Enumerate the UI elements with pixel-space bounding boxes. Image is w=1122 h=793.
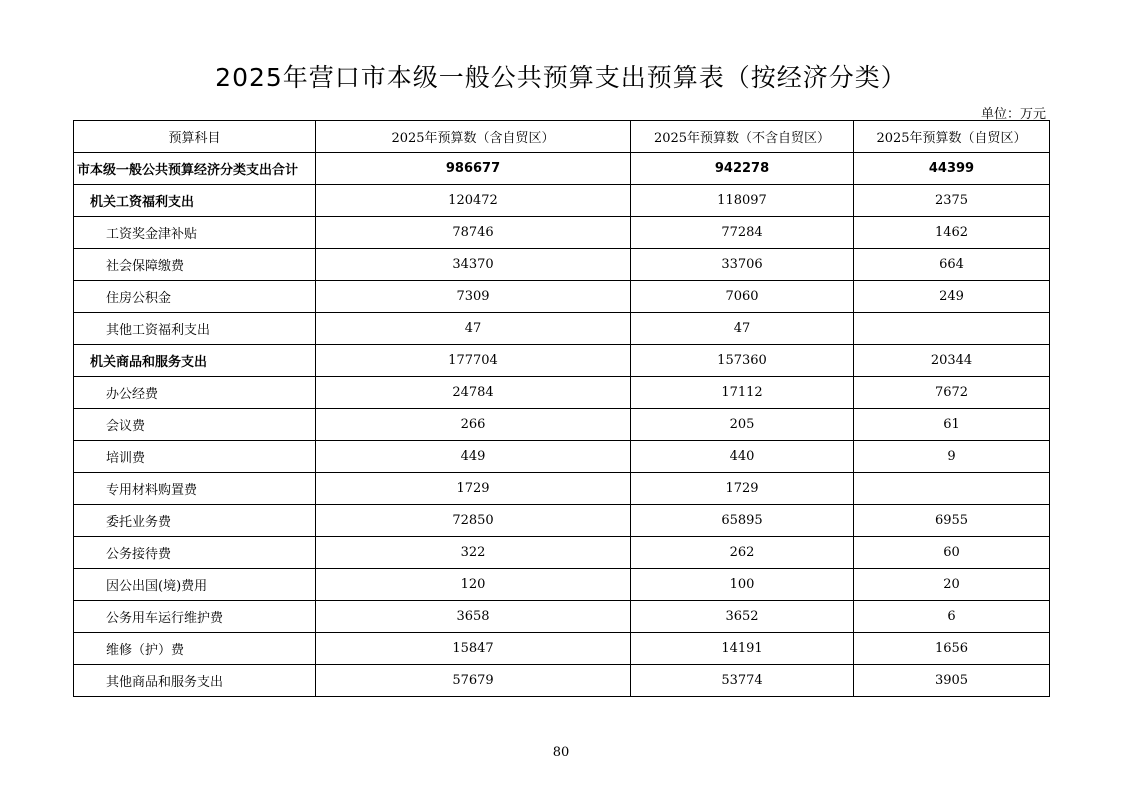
row-name: 其他工资福利支出 [74, 313, 316, 345]
row-name: 因公出国(境)费用 [74, 569, 316, 601]
table-row [74, 185, 1050, 217]
table-row [74, 633, 1050, 665]
table-row [74, 537, 1050, 569]
table-row [74, 665, 1050, 697]
table-row [74, 409, 1050, 441]
cell-total-excl-ftz: 47 [631, 313, 854, 345]
cell-total-incl-ftz: 266 [316, 409, 631, 441]
header-total-incl-ftz: 2025年预算数（含自贸区） [316, 121, 631, 153]
row-name: 机关工资福利支出 [74, 185, 316, 217]
table-row [74, 441, 1050, 473]
cell-total-incl-ftz: 78746 [316, 217, 631, 249]
cell-total-excl-ftz: 157360 [631, 345, 854, 377]
cell-total-excl-ftz: 33706 [631, 249, 854, 281]
unit-label: 单位：万元 [980, 107, 1046, 122]
cell-total-excl-ftz: 1729 [631, 473, 854, 505]
table-row [74, 601, 1050, 633]
header-total-excl-ftz: 2025年预算数（不含自贸区） [631, 121, 854, 153]
cell-ftz: 20344 [854, 345, 1050, 377]
row-name: 培训费 [74, 441, 316, 473]
table-row [74, 505, 1050, 537]
cell-ftz [854, 313, 1050, 345]
table-header-row [74, 121, 1050, 153]
row-name: 专用材料购置费 [74, 473, 316, 505]
cell-ftz: 1462 [854, 217, 1050, 249]
cell-total-excl-ftz: 100 [631, 569, 854, 601]
header-budget-item: 预算科目 [74, 121, 316, 153]
cell-total-incl-ftz: 177704 [316, 345, 631, 377]
table-row [74, 281, 1050, 313]
page-title: 2025年营口市本级一般公共预算支出预算表（按经济分类） [215, 63, 907, 92]
page-number: 80 [552, 745, 570, 760]
cell-ftz: 664 [854, 249, 1050, 281]
cell-total-incl-ftz: 57679 [316, 665, 631, 697]
cell-total-excl-ftz: 7060 [631, 281, 854, 313]
table-row [74, 249, 1050, 281]
cell-total-excl-ftz: 118097 [631, 185, 854, 217]
table-row [74, 217, 1050, 249]
row-name: 其他商品和服务支出 [74, 665, 316, 697]
table-row [74, 377, 1050, 409]
cell-ftz: 2375 [854, 185, 1050, 217]
row-name: 市本级一般公共预算经济分类支出合计 [74, 153, 316, 185]
cell-ftz: 6955 [854, 505, 1050, 537]
cell-ftz: 3905 [854, 665, 1050, 697]
cell-total-incl-ftz: 449 [316, 441, 631, 473]
cell-total-incl-ftz: 7309 [316, 281, 631, 313]
header-ftz: 2025年预算数（自贸区） [854, 121, 1050, 153]
cell-ftz: 61 [854, 409, 1050, 441]
cell-total-incl-ftz: 34370 [316, 249, 631, 281]
cell-ftz: 44399 [854, 153, 1050, 185]
cell-total-excl-ftz: 53774 [631, 665, 854, 697]
cell-ftz [854, 473, 1050, 505]
cell-total-incl-ftz: 1729 [316, 473, 631, 505]
cell-ftz: 60 [854, 537, 1050, 569]
row-name: 工资奖金津补贴 [74, 217, 316, 249]
table-row [74, 153, 1050, 185]
table-row [74, 313, 1050, 345]
cell-total-excl-ftz: 14191 [631, 633, 854, 665]
row-name: 会议费 [74, 409, 316, 441]
row-name: 维修（护）费 [74, 633, 316, 665]
budget-table [73, 120, 1050, 697]
row-name: 社会保障缴费 [74, 249, 316, 281]
cell-total-excl-ftz: 262 [631, 537, 854, 569]
cell-ftz: 1656 [854, 633, 1050, 665]
cell-total-incl-ftz: 120472 [316, 185, 631, 217]
cell-ftz: 7672 [854, 377, 1050, 409]
cell-total-excl-ftz: 440 [631, 441, 854, 473]
cell-total-incl-ftz: 322 [316, 537, 631, 569]
cell-total-incl-ftz: 72850 [316, 505, 631, 537]
row-name: 公务用车运行维护费 [74, 601, 316, 633]
cell-total-excl-ftz: 77284 [631, 217, 854, 249]
row-name: 办公经费 [74, 377, 316, 409]
cell-ftz: 6 [854, 601, 1050, 633]
cell-total-excl-ftz: 942278 [631, 153, 854, 185]
cell-ftz: 249 [854, 281, 1050, 313]
table-row [74, 345, 1050, 377]
table-row [74, 473, 1050, 505]
cell-ftz: 9 [854, 441, 1050, 473]
cell-ftz: 20 [854, 569, 1050, 601]
row-name: 机关商品和服务支出 [74, 345, 316, 377]
cell-total-excl-ftz: 3652 [631, 601, 854, 633]
cell-total-excl-ftz: 17112 [631, 377, 854, 409]
cell-total-excl-ftz: 205 [631, 409, 854, 441]
cell-total-incl-ftz: 120 [316, 569, 631, 601]
row-name: 公务接待费 [74, 537, 316, 569]
table-body [74, 153, 1050, 697]
table-row [74, 569, 1050, 601]
row-name: 委托业务费 [74, 505, 316, 537]
cell-total-incl-ftz: 15847 [316, 633, 631, 665]
cell-total-incl-ftz: 24784 [316, 377, 631, 409]
cell-total-incl-ftz: 47 [316, 313, 631, 345]
cell-total-incl-ftz: 3658 [316, 601, 631, 633]
cell-total-excl-ftz: 65895 [631, 505, 854, 537]
row-name: 住房公积金 [74, 281, 316, 313]
cell-total-incl-ftz: 986677 [316, 153, 631, 185]
